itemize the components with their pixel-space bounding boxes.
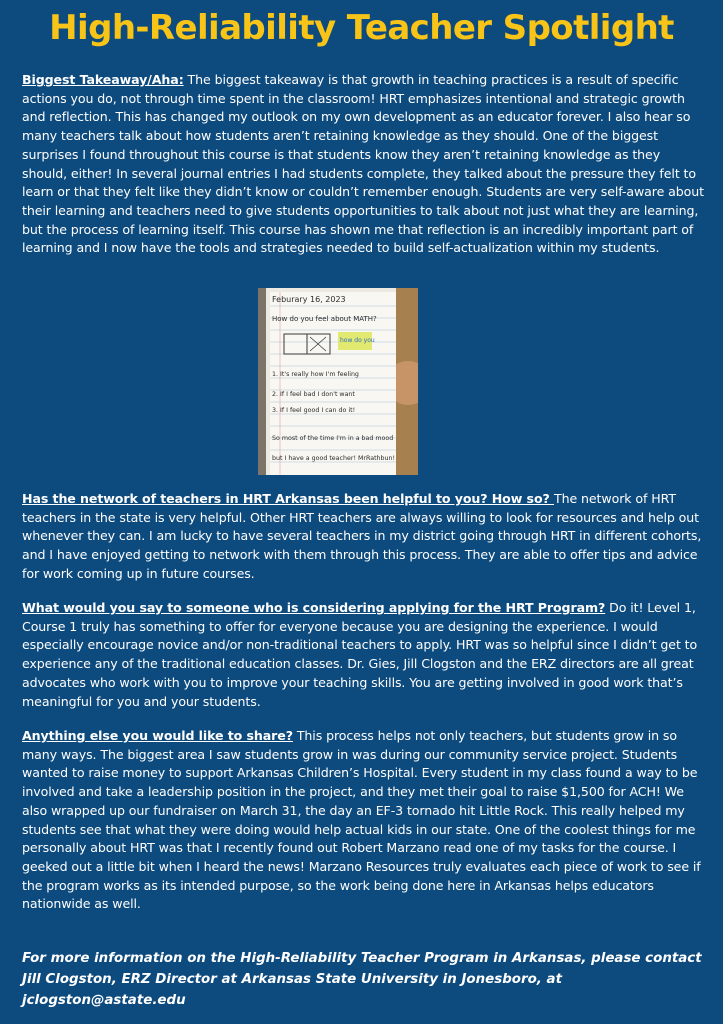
section-answer: Do it! Level 1, Course 1 truly has something to offer for everyone because you are designing the experience. I would especially encourage novice and/or non-traditional teachers to apply. HRT was so helpful since I didn’t get to experience any of the traditional education classes. Dr. Gies, Jill Clogston and the ERZ directors are all great advocates who work with you to improve your teaching skills. You are getting involved in good work that’s meaningful for you and your students.	[22, 600, 698, 709]
section-question: Has the network of teachers in HRT Arkansas been helpful to you? How so?	[22, 491, 554, 506]
journal-line-5: but I have a good teacher! MrRathbun!	[272, 455, 396, 462]
journal-line-4: So most of the time I'm in a bad mood	[272, 435, 394, 442]
svg-text:how do you: how do you	[340, 337, 375, 344]
section-question: Biggest Takeaway/Aha:	[22, 72, 184, 87]
section-question: Anything else you would like to share?	[22, 728, 293, 743]
section-question: What would you say to someone who is considering applying for the HRT Program?	[22, 600, 606, 615]
section-takeaway	[22, 71, 706, 258]
contact-footer	[22, 948, 712, 1011]
footer-line-1: For more information on the High-Reliability Teacher Program in Arkansas, please contact	[22, 951, 702, 966]
page-title: High-Reliability Teacher Spotlight	[49, 8, 674, 48]
journal-page-drawing	[258, 288, 418, 475]
section-answer: The biggest takeaway is that growth in teaching practices is a result of specific actions you do, not through time spent in the classroom! HRT emphasizes intentional and strategic growth and reflection. This has changed my outlook on my own development as an educator forever. I also hear so many teachers talk about how students aren’t retaining knowledge as they should. One of the biggest surprises I found throughout this course is that students know they aren’t retaining knowledge as they should, either! In several journal entries I had students complete, they talked about the pressure they felt to learn or that they felt like they didn’t know or couldn’t remember enough. Students are very self-aware about their learning and teachers need to give students opportunities to talk about not just what they are learning, but the process of learning itself. This course has shown me that reflection is an incredibly important part of learning and I now have the tools and strategies needed to build self-actualization within my students.	[22, 72, 704, 256]
journal-line-3: 3. If I feel good I can do it!	[272, 407, 356, 414]
journal-prompt: How do you feel about MATH?	[272, 315, 377, 323]
journal-line-2: 2. If I feel bad I don't want	[272, 391, 355, 398]
section-anything-else	[22, 727, 706, 914]
student-journal-photo	[258, 288, 418, 475]
section-network	[22, 490, 706, 584]
section-answer: This process helps not only teachers, but students grow in so many ways. The biggest area I saw students grow in was during our community service project. Students wanted to raise money to support Arkansas Children’s Hospital. Every student in my class found a way to be involved and take a leadership position in the project, and they met their goal to raise $1,500 for ACH! We also wrapped up our fundraiser on March 31, the day an EF-3 tornado hit Little Rock. This really helped my students see that what they were doing would help actual kids in our state. One of the coolest things for me personally about HRT was that I recently found out Robert Marzano read one of my tasks for the course. I geeked out a little bit when I heard the news! Marzano Resources truly evaluates each piece of work to see if the program works as its intended purpose, so the work being done here in Arkansas helps educators nationwide as well.	[22, 728, 701, 912]
section-answer: The network of HRT teachers in the state is very helpful. Other HRT teachers are always willing to look for resources and help out whenever they can. I am lucky to have several teachers in my district going through HRT in different cohorts, and I have enjoyed getting to network with them through this process. They are able to offer tips and advice for work coming up in future courses.	[22, 491, 702, 581]
journal-line-1: 1. It's really how I'm feeling	[272, 371, 359, 378]
section-advice	[22, 599, 706, 711]
footer-line-2: Jill Clogston, ERZ Director at Arkansas State University in Jonesboro, at jclogston@astate.edu	[22, 972, 562, 1008]
journal-date: Feburary 16, 2023	[272, 295, 346, 304]
